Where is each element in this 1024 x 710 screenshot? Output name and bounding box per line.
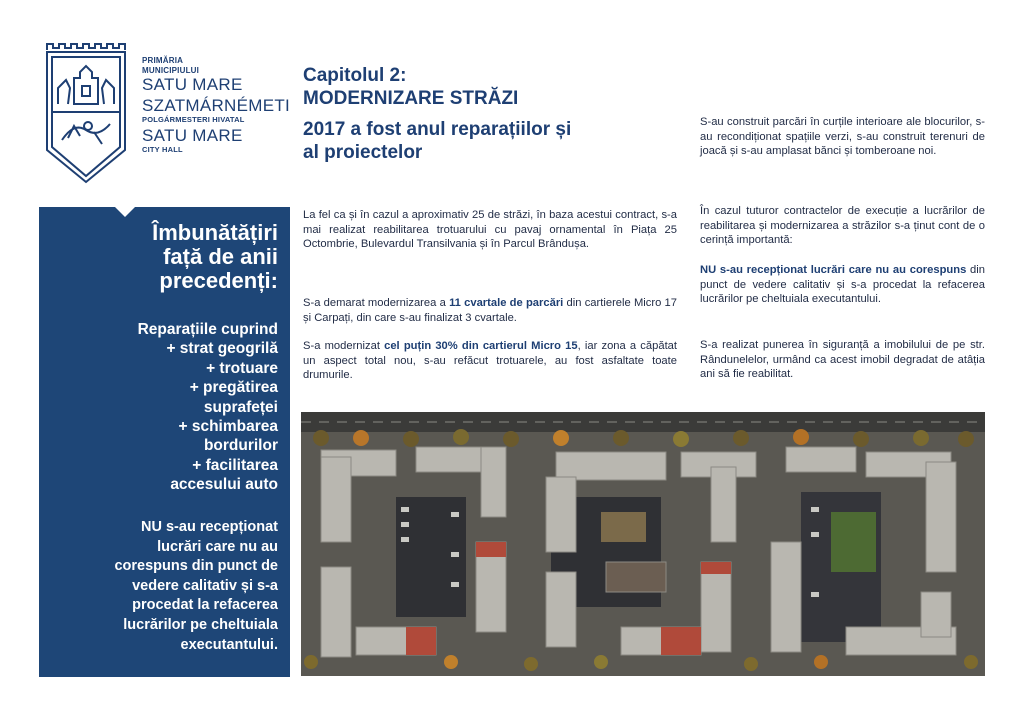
text-span: din punct de vedere calitativ și s-a procedat la refacerea lucrărilor pe cheltuiala executantului. — [700, 264, 985, 306]
col2-paragraph-2: În cazul tuturor contractelor de execuție a lucrărilor de reabilitarea și modernizarea a străzilor s-a ținut cont de o cerință importantă: — [700, 205, 985, 247]
col1-paragraph-3 — [303, 339, 677, 383]
sidebar-title-line: precedenți: — [159, 268, 278, 293]
sidebar-note-line: lucrări care nu au — [157, 538, 278, 555]
sidebar-title-line: față de anii — [163, 244, 278, 269]
col2-paragraph-4: S-a realizat punerea în siguranță a imobilului de pe str. Rândunelelor, urmând ca acest imobil degradat de atâția ani să fie reabilitat. — [700, 339, 985, 381]
sidebar-title-line: Îmbunătățiri — [152, 220, 278, 245]
sidebar-repairs-list — [43, 320, 278, 495]
bold-span: 11 cvartale de parcări — [449, 297, 564, 309]
city-hall-logo — [44, 40, 289, 190]
bold-span: NU s-au recepționat lucrări care nu au corespuns — [700, 264, 967, 276]
improvements-sidebar — [39, 207, 290, 677]
text-span: din cartierele Micro 17 și Carpați, din care s-au finalizat 3 cvartale. — [303, 297, 678, 324]
sidebar-note-line: lucrărilor pe cheltuiala — [123, 616, 278, 633]
sidebar-list-line: + facilitarea — [192, 456, 278, 474]
subtitle-line: al proiectelor — [303, 142, 423, 163]
text-span: S-a demarat modernizarea a — [303, 297, 450, 309]
logo-line-szatmarnemeti: SZATMÁRNÉMETI — [142, 96, 291, 115]
sidebar-notch — [114, 206, 136, 217]
sidebar-note-line: corespuns din punct de — [114, 558, 278, 575]
logo-line-satu-mare: SATU MARE — [142, 75, 243, 94]
city-crest-icon — [44, 40, 128, 185]
sidebar-list-line: + schimbarea — [178, 418, 278, 436]
logo-line-city-hall: CITY HALL — [142, 145, 183, 154]
logo-line-municipiului: MUNICIPIULUI — [142, 66, 200, 75]
sidebar-note-line: procedat la refacerea — [132, 597, 278, 614]
col2-paragraph-3 — [700, 263, 985, 307]
sidebar-note-line: NU s-au recepționat — [141, 519, 278, 535]
sidebar-list-line: + strat geogrilă — [166, 340, 278, 358]
sidebar-list-line: + pregătirea — [189, 379, 278, 397]
subtitle-line: 2017 a fost anul reparațiilor și — [303, 119, 572, 140]
col1-paragraph-1: La fel ca și în cazul a aproximativ 25 de străzi, în baza acestui contract, s-a mai realizat reabilitarea trotuarului cu pavaj ornamental în Piața 25 Octombrie, Bulevardul Transilvania și în Parcul Brândușa. — [303, 209, 677, 251]
sidebar-list-line: suprafeței — [203, 398, 278, 416]
sidebar-title — [58, 221, 278, 293]
sidebar-list-line: accesului auto — [170, 476, 278, 494]
col2-paragraph-1: S-au construit parcări în curțile interioare ale blocurilor, s-au recondiționat spațiile verzi, s-au construit terenuri de joacă și s-au amplasat bănci și tomberoane noi. — [700, 116, 985, 158]
chapter-title: MODERNIZARE STRĂZI — [303, 88, 519, 109]
sidebar-note-line: executantului. — [180, 636, 278, 653]
sidebar-note-line: vedere calitativ și s-a — [132, 577, 278, 594]
bold-span: cel puțin 30% din cartierul Micro 15 — [384, 340, 578, 352]
col1-paragraph-2 — [303, 296, 677, 325]
sidebar-list-line: + trotuare — [206, 359, 278, 377]
chapter-heading — [303, 64, 518, 110]
aerial-photo-micro15 — [301, 412, 985, 676]
sidebar-quality-note — [43, 518, 278, 655]
page-subtitle — [303, 118, 683, 164]
text-span: , iar zona a căpătat un aspect total nou, s-au refăcut trotuarele, au fost asfaltate toate drumurile. — [303, 340, 678, 382]
aerial-photo-illustration — [301, 412, 985, 676]
logo-line-satu-mare-2: SATU MARE — [142, 126, 243, 145]
logo-line-hivatal: POLGÁRMESTERI HIVATAL — [142, 115, 245, 124]
sidebar-list-line: bordurilor — [203, 437, 278, 455]
logo-line-primaria: PRIMĂRIA — [142, 56, 184, 65]
text-span: S-a modernizat — [303, 340, 385, 352]
sidebar-list-line: Reparațiile cuprind — [137, 321, 278, 338]
chapter-number: Capitolul 2: — [303, 65, 407, 86]
